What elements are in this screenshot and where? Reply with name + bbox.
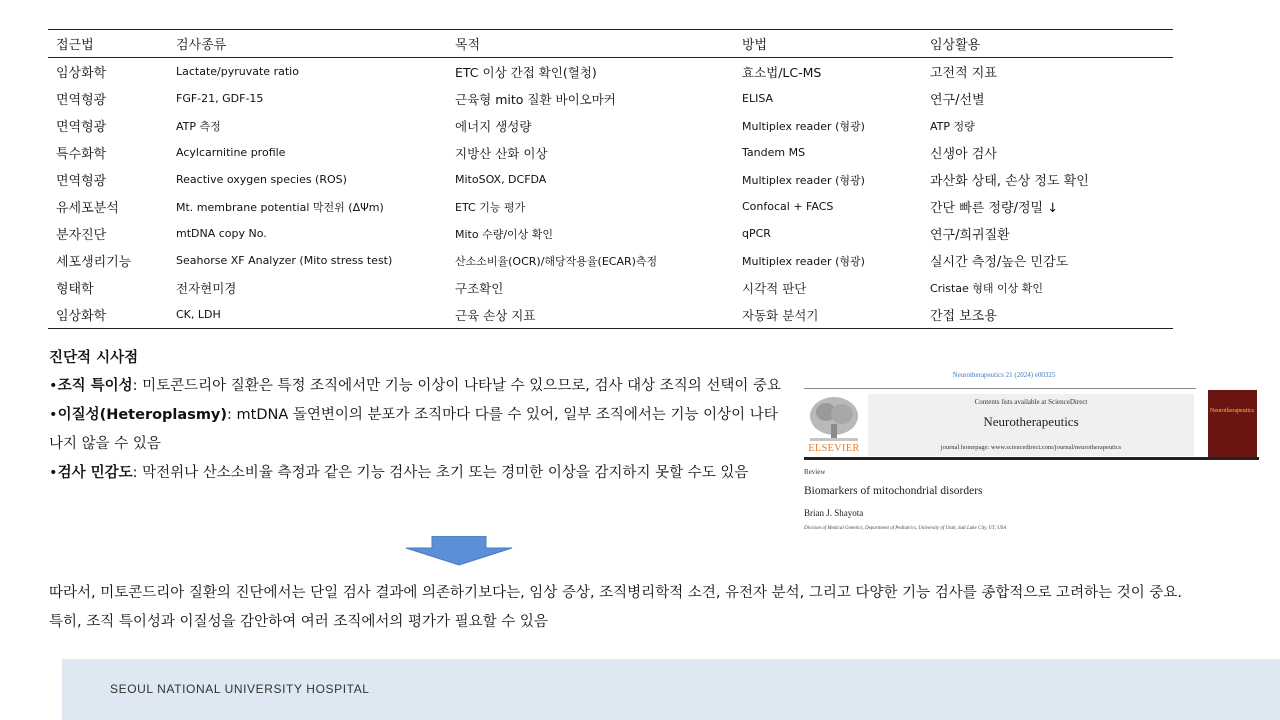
- cell-clinical-use: 간단 빠른 정량/정밀 ↓: [930, 201, 1059, 216]
- article-thumbnail: [804, 368, 1259, 540]
- footer-bar: [62, 659, 1280, 720]
- header-approach: 접근법: [48, 30, 168, 58]
- cell-method: 자동화 분석기: [742, 307, 819, 323]
- bullet-term: 이질성(Heteroplasmy): [57, 407, 228, 423]
- header-clinical-use: 임상활용: [922, 30, 1173, 58]
- cell-test-type: Mt. membrane potential 막전위 (ΔΨm): [176, 200, 384, 214]
- down-arrow-icon: [404, 536, 514, 566]
- cell-approach: 면역형광: [56, 174, 107, 189]
- cell-approach: 특수화학: [56, 147, 107, 162]
- divider: [804, 388, 1196, 389]
- article-affiliation: Division of Medical Genetics, Department of Pediatrics, University of Utah, Salt Lake City, UT, USA: [804, 526, 1007, 531]
- cell-method: ELISA: [742, 92, 774, 105]
- bullet-sensitivity: •검사 민감도: 막전위나 산소소비율 측정과 같은 기능 검사는 초기 또는 경미한 이상을 감지하지 못할 수도 있음: [49, 465, 749, 481]
- cell-clinical-use: 실시간 측정/높은 민감도: [930, 255, 1069, 270]
- cell-purpose: ETC 이상 간접 확인(혈청): [455, 64, 597, 80]
- journal-homepage: journal homepage: www.sciencedirect.com/journal/neurotherapeutics: [940, 444, 1122, 451]
- table-row: [48, 301, 1173, 329]
- cell-method: 시각적 판단: [742, 280, 807, 296]
- cell-clinical-use: 과산화 상태, 손상 정도 확인: [930, 174, 1089, 189]
- bullet-tissue-specificity: •조직 특이성: 미토콘드리아 질환은 특정 조직에서만 기능 이상이 나타날 수 있으므로, 검사 대상 조직의 선택이 중요: [49, 378, 781, 394]
- table-row: [48, 247, 1173, 274]
- bullet-text: : 미토콘드리아 질환은 특정 조직에서만 기능 이상이 나타날 수 있으므로, 검사 대상 조직의 선택이 중요: [132, 378, 781, 394]
- cover-title: Neurotherapeutics: [1210, 408, 1254, 414]
- cell-purpose: Mito 수량/이상 확인: [455, 227, 554, 241]
- table-row: [48, 166, 1173, 193]
- journal-name: Neurotherapeutics: [983, 414, 1079, 429]
- cell-purpose: MitoSOX, DCFDA: [455, 173, 547, 186]
- elsevier-logo: [804, 394, 864, 456]
- journal-cover: [1208, 390, 1257, 458]
- cell-approach: 형태학: [56, 282, 94, 297]
- cell-purpose: 산소소비율(OCR)/해당작용율(ECAR)측정: [455, 254, 658, 268]
- article-author: Brian J. Shayota: [804, 508, 864, 518]
- cell-approach: 세포생리기능: [56, 255, 132, 270]
- cell-method: Tandem MS: [742, 146, 806, 159]
- journal-masthead: [868, 394, 1194, 456]
- table-row: [48, 274, 1173, 301]
- cell-test-type: Lactate/pyruvate ratio: [176, 65, 299, 78]
- cell-test-type: mtDNA copy No.: [176, 227, 267, 240]
- bullet-heteroplasmy: •이질성(Heteroplasmy): mtDNA 돌연변이의 분포가 조직마다 다를 수 있어, 일부 조직에서는 기능 이상이 나타나지 않을 수 있음: [49, 407, 778, 452]
- cell-purpose: 지방산 산화 이상: [455, 145, 548, 161]
- thick-divider: [804, 457, 1259, 460]
- cell-purpose: ETC 기능 평가: [455, 200, 526, 214]
- header-method: 방법: [734, 30, 922, 58]
- cell-clinical-use: 연구/희귀질환: [930, 228, 1010, 243]
- journal-reference: Neurotherapeutics 21 (2024) e00325: [952, 371, 1056, 379]
- cell-purpose: 에너지 생성량: [455, 118, 532, 134]
- cell-test-type: Reactive oxygen species (ROS): [176, 173, 347, 186]
- table-row: [48, 58, 1173, 86]
- cell-method: Confocal + FACS: [742, 200, 834, 213]
- bullet-term: 조직 특이성: [57, 378, 133, 394]
- diagnostic-section: [49, 344, 789, 488]
- table-row: [48, 220, 1173, 247]
- cell-method: qPCR: [742, 227, 771, 240]
- cell-clinical-use: ATP 정량: [930, 119, 975, 133]
- cell-test-type: FGF-21, GDF-15: [176, 92, 264, 105]
- cell-clinical-use: 고전적 지표: [930, 66, 997, 81]
- cell-method: 효소법/LC-MS: [742, 64, 822, 80]
- cell-approach: 임상화학: [56, 66, 107, 81]
- cell-test-type: CK, LDH: [176, 308, 221, 321]
- cell-approach: 임상화학: [56, 309, 107, 324]
- cell-clinical-use: Cristae 형태 이상 확인: [930, 281, 1044, 295]
- cell-method: Multiplex reader (형광): [742, 119, 865, 133]
- table-row: [48, 85, 1173, 112]
- table-row: [48, 193, 1173, 220]
- header-test-type: 검사종류: [168, 30, 447, 58]
- bullet-term: 검사 민감도: [57, 465, 133, 481]
- cell-purpose: 구조확인: [455, 280, 504, 296]
- cell-approach: 유세포분석: [56, 201, 119, 216]
- table-row: [48, 112, 1173, 139]
- table-header-row: [48, 30, 1173, 58]
- cell-clinical-use: 간접 보조용: [930, 309, 997, 324]
- cell-method: Multiplex reader (형광): [742, 254, 865, 268]
- cell-test-type: Seahorse XF Analyzer (Mito stress test): [176, 254, 393, 267]
- contents-available-line: Contents lists available at ScienceDirect: [974, 398, 1088, 406]
- cell-clinical-use: 연구/선별: [930, 93, 985, 108]
- cell-purpose: 근육 손상 지표: [455, 307, 536, 323]
- bullet-text: : mtDNA 돌연변이의 분포가 조직마다 다를 수 있어, 일부 조직에서는 기능 이상이 나타나지 않을 수 있음: [49, 407, 778, 452]
- conclusion-text: 따라서, 미토콘드리아 질환의 진단에서는 단일 검사 결과에 의존하기보다는, 임상 증상, 조직병리학적 소견, 유전자 분석, 그리고 다양한 기능 검사를 종합적으로 고려하는 것이 중요. 특히, 조직 특이성과 이질성을 감안하여 여러 조직에서의 평가가 필요할 수 있음: [49, 585, 1182, 630]
- article-type: Review: [804, 468, 826, 476]
- methods-table: [48, 29, 1173, 329]
- cell-clinical-use: 신생아 검사: [930, 147, 997, 162]
- article-title: Biomarkers of mitochondrial disorders: [804, 485, 983, 497]
- cell-test-type: ATP 측정: [176, 119, 221, 133]
- hospital-name: SEOUL NATIONAL UNIVERSITY HOSPITAL: [110, 682, 370, 696]
- diagnostic-heading: 진단적 시사점: [49, 350, 139, 366]
- elsevier-wordmark: ELSEVIER: [808, 443, 860, 454]
- header-purpose: 목적: [447, 30, 734, 58]
- bullet-text: : 막전위나 산소소비율 측정과 같은 기능 검사는 초기 또는 경미한 이상을 감지하지 못할 수도 있음: [132, 465, 749, 481]
- cell-approach: 면역형광: [56, 120, 107, 135]
- table-row: [48, 139, 1173, 166]
- cell-test-type: 전자현미경: [176, 280, 237, 296]
- cell-approach: 면역형광: [56, 93, 107, 108]
- cell-method: Multiplex reader (형광): [742, 173, 865, 187]
- cell-test-type: Acylcarnitine profile: [176, 146, 286, 159]
- cell-approach: 분자진단: [56, 228, 107, 243]
- cell-purpose: 근육형 mito 질환 바이오마커: [455, 91, 616, 107]
